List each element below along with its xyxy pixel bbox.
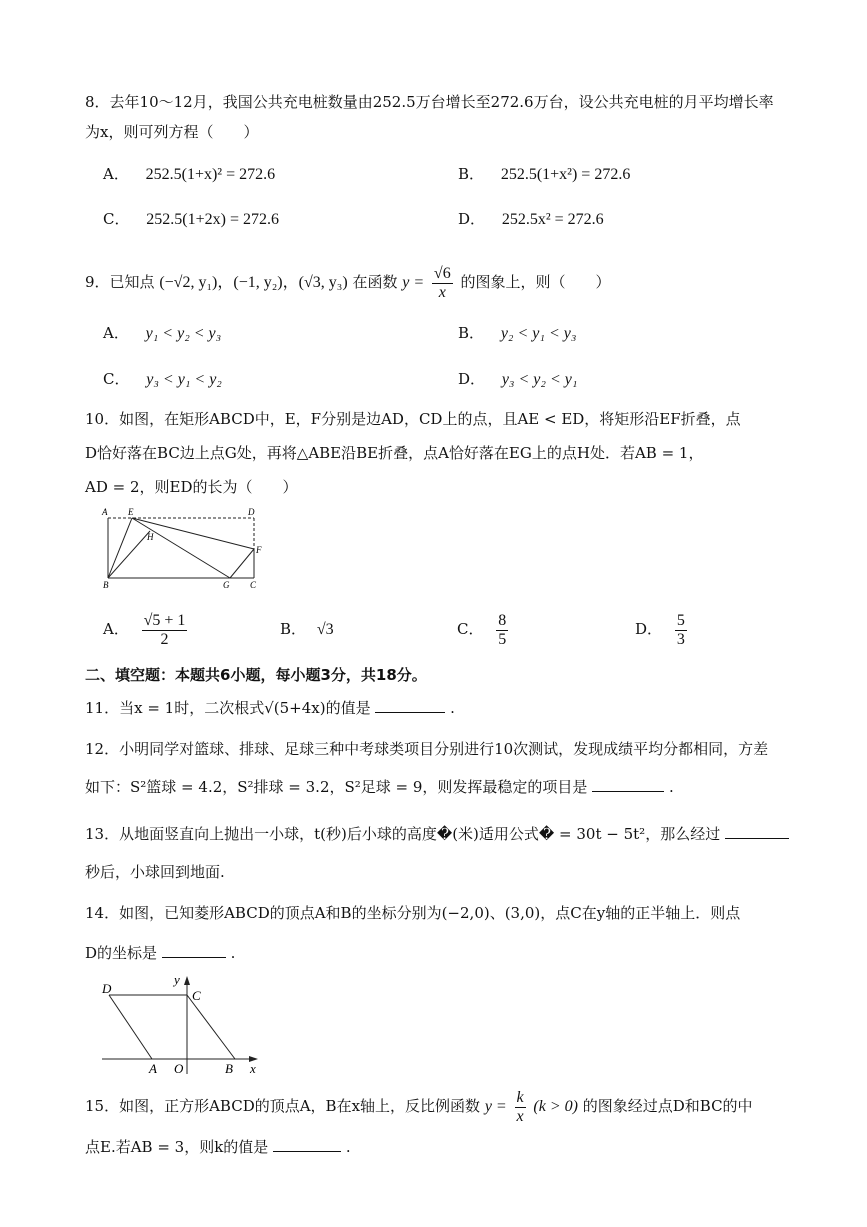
option-expr: 252.5x² = 272.6 — [501, 211, 604, 228]
fraction-den: 5 — [498, 630, 507, 648]
q10-rectangle-figure — [98, 503, 268, 593]
q9-option-b[interactable] — [458, 323, 576, 344]
option-expr: y₃ < y₁ < y₂ — [146, 371, 222, 388]
label-c: C — [250, 580, 257, 590]
q15-line1-prefix: 15．如图，正方形ABCD的顶点A，B在x轴上，反比例函数 — [85, 1097, 481, 1115]
label-b: B — [103, 580, 109, 590]
q12-line1: 12．小明同学对篮球、排球、足球三种中考球类项目分别进行10次测试，发现成绩平均分都相同，方差 — [85, 740, 769, 758]
label-d: D — [102, 981, 112, 996]
option-label: C． — [103, 370, 130, 388]
q9-func-den: x — [438, 283, 446, 301]
option-fraction — [142, 612, 188, 649]
side-cb — [187, 995, 235, 1059]
q9-fraction — [432, 265, 453, 302]
q14-line2-suffix: . — [230, 944, 236, 962]
q15-line2 — [85, 1137, 351, 1157]
option-expr: y₂ < y₁ < y₃ — [500, 325, 577, 342]
q11-prefix: 11．当x = 1时，二次根式√(5+4x)的值是 — [85, 699, 371, 717]
option-expr: 252.5(1+x²) = 272.6 — [500, 166, 631, 183]
q10-option-c[interactable] — [457, 607, 511, 651]
label-o: O — [174, 1061, 184, 1076]
q13-line2: 秒后，小球回到地面. — [85, 863, 225, 881]
q10-option-d[interactable] — [635, 607, 690, 651]
option-fraction — [675, 612, 687, 649]
q13-answer-blank[interactable] — [725, 824, 789, 839]
q15-func-num: k — [516, 1088, 524, 1106]
q8-option-d[interactable] — [458, 209, 604, 230]
q15-line2-prefix: 点E.若AB = 3，则k的值是 — [85, 1138, 269, 1156]
q11-answer-blank[interactable] — [375, 698, 445, 713]
option-label: A． — [103, 324, 129, 342]
option-label: D． — [458, 370, 486, 388]
option-label: C． — [103, 210, 130, 228]
q15-line1 — [85, 1086, 753, 1126]
segment-eg — [132, 518, 230, 578]
q9-option-a[interactable] — [103, 323, 221, 344]
option-expr: √3 — [316, 621, 334, 638]
q9-option-d[interactable] — [458, 369, 577, 390]
q12-answer-blank[interactable] — [592, 777, 664, 792]
q15-func-cond: (k > 0) — [533, 1098, 578, 1115]
q15-line1-suffix: 的图象经过点D和BC的中 — [582, 1097, 753, 1115]
q12-line2-suffix: . — [669, 778, 674, 796]
q13-line1 — [85, 824, 789, 844]
q9-option-c[interactable] — [103, 369, 222, 390]
label-b: B — [225, 1061, 233, 1076]
fraction-num: 5 — [676, 611, 685, 629]
segment-be — [108, 518, 132, 578]
q13-line1-prefix: 13．从地面竖直向上抛出一小球，t(秒)后小球的高度�(米)适用公式� = 30t − 5t²，那么经过 — [85, 825, 721, 843]
option-expr: 252.5(1+x)² = 272.6 — [145, 166, 276, 183]
q10-line1: 10．如图，在矩形ABCD中，E，F分别是边AD，CD上的点，且AE < ED，将矩形沿EF折叠，点 — [85, 410, 741, 428]
label-g: G — [223, 580, 230, 590]
q9-stem — [85, 262, 611, 302]
option-label: B． — [458, 165, 485, 183]
q8-option-c[interactable] — [103, 209, 279, 230]
fraction-den: 3 — [676, 630, 685, 648]
label-y: y — [174, 972, 180, 987]
label-c: C — [192, 988, 201, 1003]
q10-option-b[interactable] — [280, 619, 334, 640]
q15-func-left: y = — [484, 1098, 507, 1115]
q15-answer-blank[interactable] — [273, 1137, 341, 1152]
label-e: E — [128, 507, 134, 517]
segment-bh — [108, 531, 150, 578]
q9-prefix: 9．已知点 — [85, 273, 155, 291]
fraction-den: 2 — [160, 630, 169, 648]
q11-stem — [85, 698, 455, 718]
option-label: A． — [103, 620, 129, 638]
q14-rhombus-figure — [98, 970, 268, 1080]
q15-line2-suffix: . — [345, 1138, 351, 1156]
option-label: D． — [458, 210, 486, 228]
q14-line2 — [85, 943, 235, 963]
option-label: C． — [457, 620, 484, 638]
fraction-num: 8 — [498, 611, 507, 629]
q8-option-a[interactable] — [103, 164, 275, 185]
y-axis-arrow — [184, 976, 190, 985]
q14-line1: 14．如图，已知菱形ABCD的顶点A和B的坐标分别为(−2,0)、(3,0)，点C在y轴的正半轴上．则点 — [85, 904, 741, 922]
side-da — [109, 995, 152, 1059]
section-title: 二、填空题：本题共6小题，每小题3分，共18分。 — [85, 666, 427, 684]
q9-func-num: √6 — [433, 264, 451, 282]
option-label: B． — [458, 324, 485, 342]
label-f: F — [256, 545, 262, 555]
option-fraction — [496, 612, 508, 649]
label-a: A — [149, 1061, 157, 1076]
q9-func-left: y = — [402, 274, 425, 291]
q14-line2-prefix: D的坐标是 — [85, 944, 158, 962]
q9-mid: 在函数 — [352, 273, 398, 291]
q8-line2: 为x，则可列方程（ ） — [85, 123, 259, 141]
q10-line3: AD = 2，则ED的长为（ ） — [85, 478, 298, 496]
q10-option-a[interactable] — [103, 607, 190, 651]
segment-gf — [230, 549, 254, 578]
q8-line1: 8．去年10～12月，我国公共充电桩数量由252.5万台增长至272.6万台，设公共充电桩的月平均增长率 — [85, 93, 774, 111]
fraction-num: √5 + 1 — [143, 611, 186, 629]
option-expr: 252.5(1+2x) = 272.6 — [146, 211, 279, 228]
option-expr: y₃ < y₂ < y₁ — [501, 371, 578, 388]
q12-line2 — [85, 777, 674, 797]
q9-points: (−√2, y₁)，(−1, y₂)，(√3, y₃) — [159, 274, 348, 291]
label-x: x — [250, 1061, 256, 1076]
option-expr: y₁ < y₂ < y₃ — [145, 325, 222, 342]
q14-answer-blank[interactable] — [162, 943, 226, 958]
option-label: A． — [103, 165, 129, 183]
label-a: A — [102, 507, 108, 517]
q15-func-den: x — [516, 1107, 524, 1125]
label-d: D — [248, 507, 255, 517]
q9-suffix: 的图象上，则（ ） — [460, 273, 611, 291]
q11-suffix: . — [450, 699, 455, 717]
q15-fraction — [515, 1089, 526, 1126]
option-label: B． — [280, 620, 307, 638]
q12-line2-prefix: 如下：S²篮球 = 4.2，S²排球 = 3.2，S²足球 = 9，则发挥最稳定的项目是 — [85, 778, 588, 796]
label-h: H — [147, 532, 154, 542]
q10-line2: D恰好落在BC边上点G处，再将△ABE沿BE折叠，点A恰好落在EG上的点H处．若AB = 1， — [85, 444, 704, 462]
q8-option-b[interactable] — [458, 164, 630, 185]
option-label: D． — [635, 620, 663, 638]
